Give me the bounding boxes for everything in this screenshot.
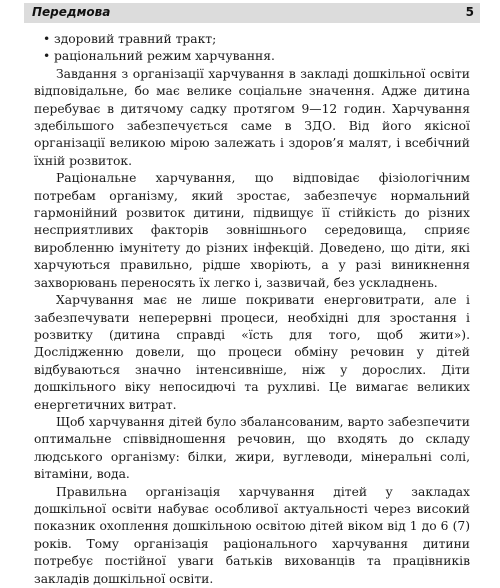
bullet-text: раціональний режим харчування. xyxy=(54,49,275,64)
bullet-text: здоровий травний тракт; xyxy=(54,32,217,46)
paragraph-balance: Щоб харчування дітей було збалансованим, варто забезпечити оптимальне співвідношення речовин, що входять до складу людського організму: білки, жири, вуглеводи, мінеральні солі, вітаміни, вода. xyxy=(34,414,470,482)
bullet-marker: • xyxy=(43,32,51,46)
running-header xyxy=(24,3,480,23)
bullet-item xyxy=(34,48,470,65)
paragraph-rational-nutrition: Раціональне харчування, що відповідає фізіологічним потребам організму, який зростає, забезпечує нормальний гармонійний розвиток дитини, підвищує її стійкість до різних несприятливих факторів зовнішнього середовища, сприяє виробленню імунітету до різних інфекцій. Доведено, що діти, які харчуються правильно, рідше хворіють, а у разі виникнення захворювань переносять їх легко і, зазвичай, без ускладнень. xyxy=(34,171,470,290)
paragraph-organization: Завдання з організації харчування в закладі дошкільної освіти відповідальне, бо має велике соціальне значення. Адже дитина перебуває в дитячому садку протягом 9—12 годин. Харчування здебільшого забезпечується саме в ЗДО. Від його якісної організації великою мірою залежать і здоров’я малят, і всебічний їхній розвиток. xyxy=(34,66,470,168)
page-body xyxy=(34,31,470,588)
bullet-marker: • xyxy=(43,49,51,64)
page-number: 5 xyxy=(465,5,474,19)
bullet-item xyxy=(34,31,470,48)
header-title: Передмова xyxy=(32,5,111,19)
paragraph-energy-needs: Харчування має не лише покривати енерговитрати, але і забезпечувати неперервні процеси, необхідні для зростання і розвитку (дитина справді «їсть для того, щоб жити»). Дослідженню довели, що процеси обміну речовин у дітей відбуваються значно інтенсивніше, ніж у дорослих. Діти дошкільного віку непосидючі та рухливі. Це вимагає великих енергетичних витрат. xyxy=(34,293,470,412)
paragraph-relevance: Правильна організація харчування дітей у закладах дошкільної освіти набуває особливої актуальності через високий показник охоплення дошкільною освітою дітей віком від 1 до 6 (7) років. Тому організація раціонального харчування дитини потребує постійної уваги батьків вихованців та працівників закладів дошкільної освіти. xyxy=(34,484,470,586)
